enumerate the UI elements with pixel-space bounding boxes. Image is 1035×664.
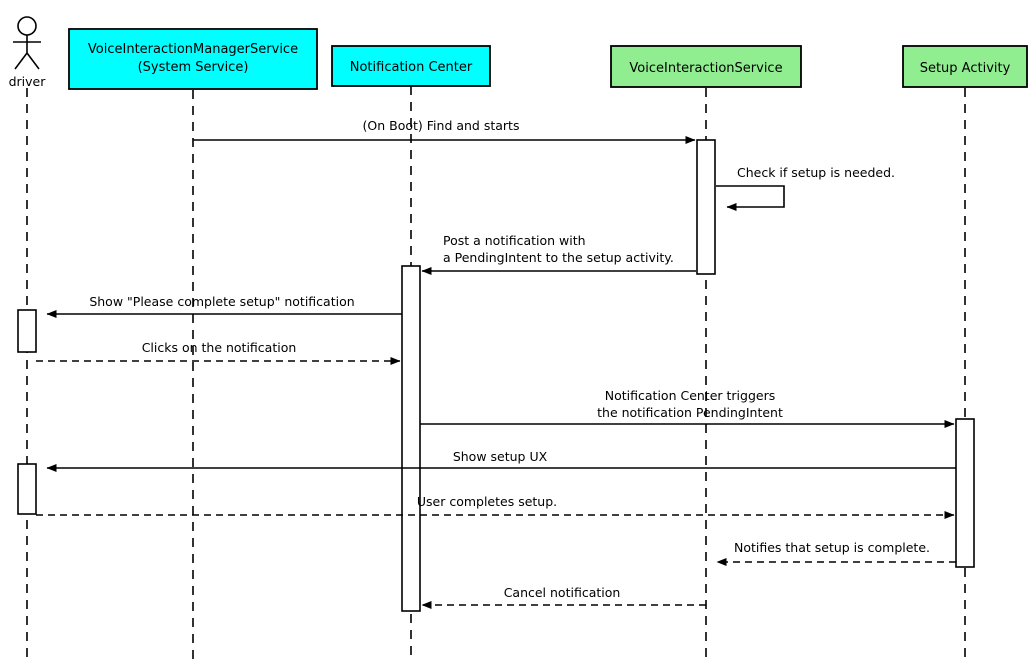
activation-bar-driver-1 (18, 310, 36, 352)
message-notification-center-triggers-pendingintent (420, 388, 954, 424)
participant-box-vims[interactable] (69, 29, 317, 89)
activation-bar-driver-2 (18, 464, 36, 514)
message-label: (On Boot) Find and starts (362, 118, 520, 133)
message-label-line1: Notification Center triggers (604, 388, 776, 403)
message-post-a-notification (422, 233, 696, 271)
participant-label-voice-interaction-service: VoiceInteractionService (629, 61, 783, 76)
message-label: Clicks on the notification (141, 340, 297, 355)
message-self-arrow-line (716, 186, 784, 207)
message-label: Notifies that setup is complete. (733, 540, 931, 555)
participant-label-vims-line2: (System Service) (137, 60, 249, 75)
actor-head-icon (18, 17, 36, 35)
participant-setup-activity[interactable] (903, 46, 1027, 87)
message-on-boot-find-and-starts (193, 118, 695, 140)
message-show-setup-ux (47, 449, 956, 468)
participant-label-vims-line1: VoiceInteractionManagerService (87, 42, 299, 57)
message-label-line2: a PendingIntent to the setup activity. (443, 250, 674, 265)
message-show-please-complete-setup-notification (47, 294, 402, 314)
message-cancel-notification (422, 585, 706, 605)
message-label: Check if setup is needed. (736, 165, 896, 180)
activation-bar-vis (697, 140, 715, 274)
actor-leg-right-icon (27, 53, 39, 69)
participant-driver[interactable] (9, 17, 47, 89)
message-label: Show "Please complete setup" notification (89, 294, 355, 309)
actor-leg-left-icon (15, 53, 27, 69)
participant-label-setup-activity: Setup Activity (919, 61, 1011, 76)
participant-vims[interactable] (69, 29, 317, 89)
activation-bar-setup-activity (956, 419, 974, 567)
message-clicks-on-the-notification (36, 340, 400, 361)
message-user-completes-setup (36, 494, 954, 515)
participant-voice-interaction-service[interactable] (611, 46, 801, 87)
message-label-line2: the notification PendingIntent (597, 405, 783, 420)
message-label-line1: Post a notification with (443, 233, 586, 248)
message-label: Show setup UX (452, 449, 548, 464)
message-label: Cancel notification (503, 585, 621, 600)
participant-label-notification-center: Notification Center (349, 60, 473, 75)
participant-label-driver: driver (8, 74, 46, 89)
message-label: User completes setup. (416, 494, 558, 509)
participant-notification-center[interactable] (332, 46, 490, 86)
message-check-if-setup-is-needed (716, 165, 895, 207)
activation-bar-notification-center (402, 266, 420, 611)
message-notifies-that-setup-is-complete (717, 540, 956, 562)
